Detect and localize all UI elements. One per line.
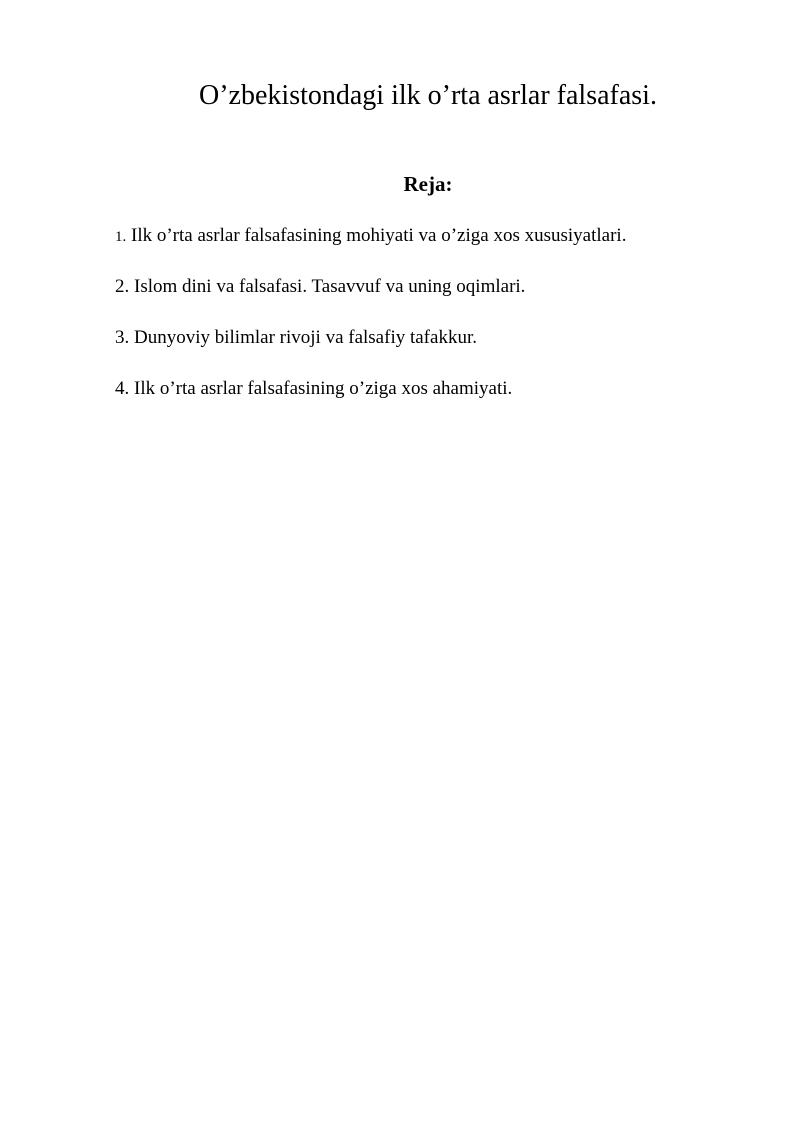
plan-item [115,274,626,300]
plan-item-number: 1. [115,229,127,245]
plan-item-text: Ilk o’rta asrlar falsafasining mohiyati va o’ziga xos xususiyatlari. [126,225,627,246]
plan-item-number: 2. [115,276,130,297]
plan-item-text: Ilk o’rta asrlar falsafasining o’ziga xos ahamiyati. [129,378,513,399]
plan-item [115,325,626,351]
plan-item-number: 3. [115,327,130,348]
plan-item-text: Dunyoviy bilimlar rivoji va falsafiy tafakkur. [129,327,477,348]
plan-item-text: Islom dini va falsafasi. Tasavvuf va uning oqimlari. [129,276,526,297]
plan-item-number: 4. [115,378,130,399]
document-title: O’zbekistondagi ilk o’rta asrlar falsafasi. [199,80,657,111]
plan-list [115,223,626,427]
plan-item [115,223,626,249]
plan-item [115,376,626,402]
plan-heading: Reja: [403,172,453,196]
